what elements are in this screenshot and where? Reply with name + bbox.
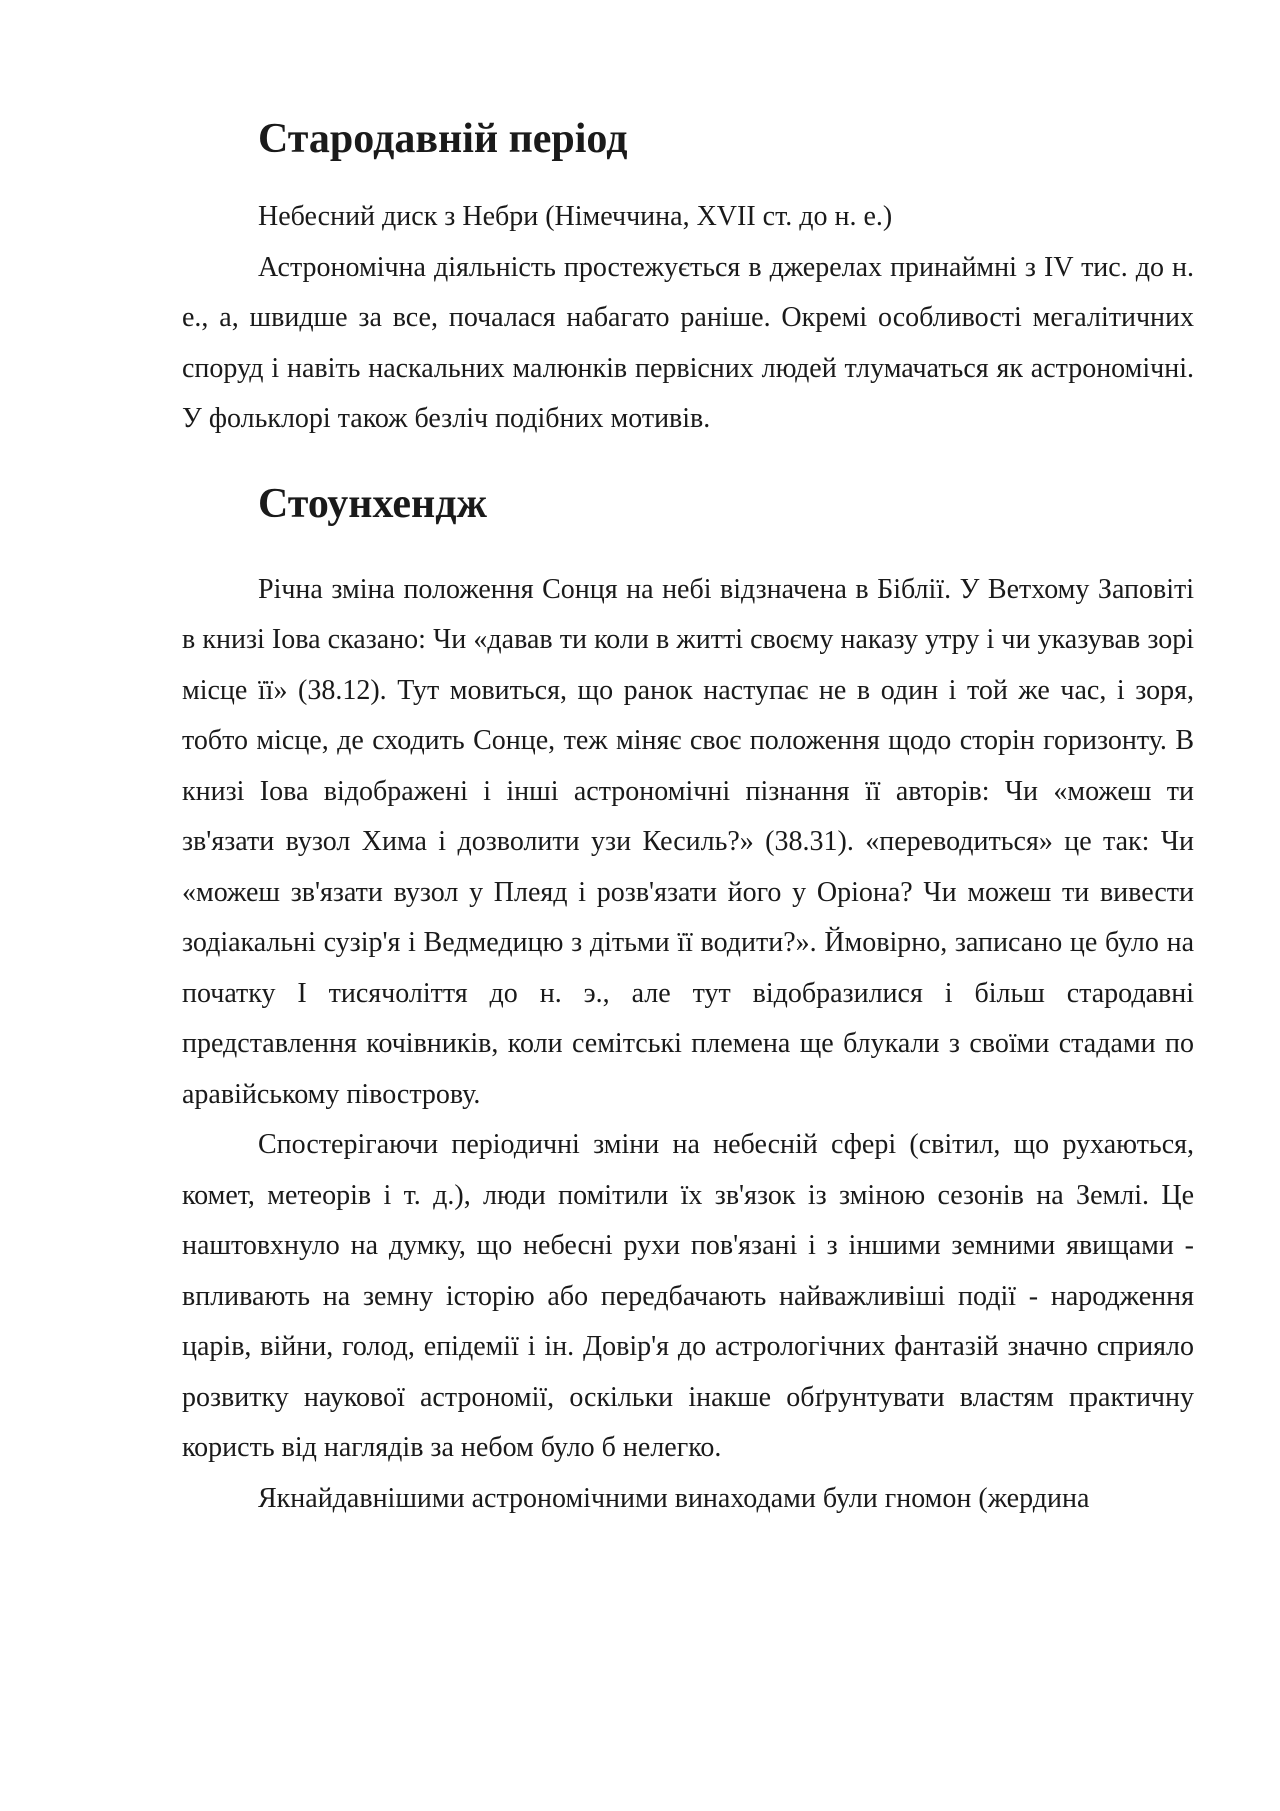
image-caption-nebra-disk: Небесний диск з Небри (Німеччина, XVII ст. до н. е.): [258, 201, 893, 232]
paragraph-celestial-changes: Спостерігаючи періодичні зміни на небесній сфері (світил, що рухаються, комет, метеорів і т. д.), люди помітили їх зв'язок із зміною сезонів на Землі. Це наштовхнуло на думку, що небесні рухи пов'язані і з іншими земними явищами - впливають на земну історію або передбачають найважливіші події - народження царів, війни, голод, епідемії і ін. Довір'я до астрологічних фантазій значно сприяло розвитку наукової астрономії, оскільки інакше обґрунтувати властям практичну користь від наглядів за небом було б нелегко.: [182, 1129, 1194, 1463]
spacer: [182, 523, 1194, 565]
paragraph-astronomical-activity: Астрономічна діяльність простежується в джерелах принаймні з IV тис. до н. е., а, швидше за все, почалася набагато раніше. Окремі особливості мегалітичних споруд і навіть наскальних малюнків первісних людей тлумачаться як астрономічні. У фольклорі також безліч подібних мотивів.: [182, 251, 1194, 434]
section-heading-ancient-period: Стародавній період: [258, 116, 628, 162]
section-heading-stonehenge: Стоунхендж: [258, 480, 487, 527]
document-page: [182, 100, 1194, 1524]
paragraph-bible-sun: Річна зміна положення Сонця на небі відзначена в Біблії. У Ветхому Заповіті в книзі Іова сказано: Чи «давав ти коли в житті своєму наказу утру і чи указував зорі місце її» (38.12). Тут мовиться, що ранок наступає не в один і той же час, і зоря, тобто місце, де сходить Сонце, теж міняє своє положення щодо сторін горизонту. В книзі Іова відображені і інші астрономічні пізнання її авторів: Чи «можеш ти зв'язати вузол Хима і дозволити узи Кесиль?» (38.31). «переводиться» це так: Чи «можеш зв'язати вузол у Плеяд і розв'язати його у Оріона? Чи можеш ти вивести зодіакальні сузір'я і Ведмедицю з дітьми її водити?». Ймовірно, записано це було на початку I тисячоліття до н. э., але тут відобразилися і більш стародавні представлення кочівників, коли семітські племена ще блукали з своїми стадами по аравійському півострову.: [182, 573, 1194, 1110]
spacer: [182, 445, 1194, 485]
paragraph-ancient-inventions: Якнайдавнішими астрономічними винаходами були гномон (жердина: [258, 1482, 1090, 1514]
